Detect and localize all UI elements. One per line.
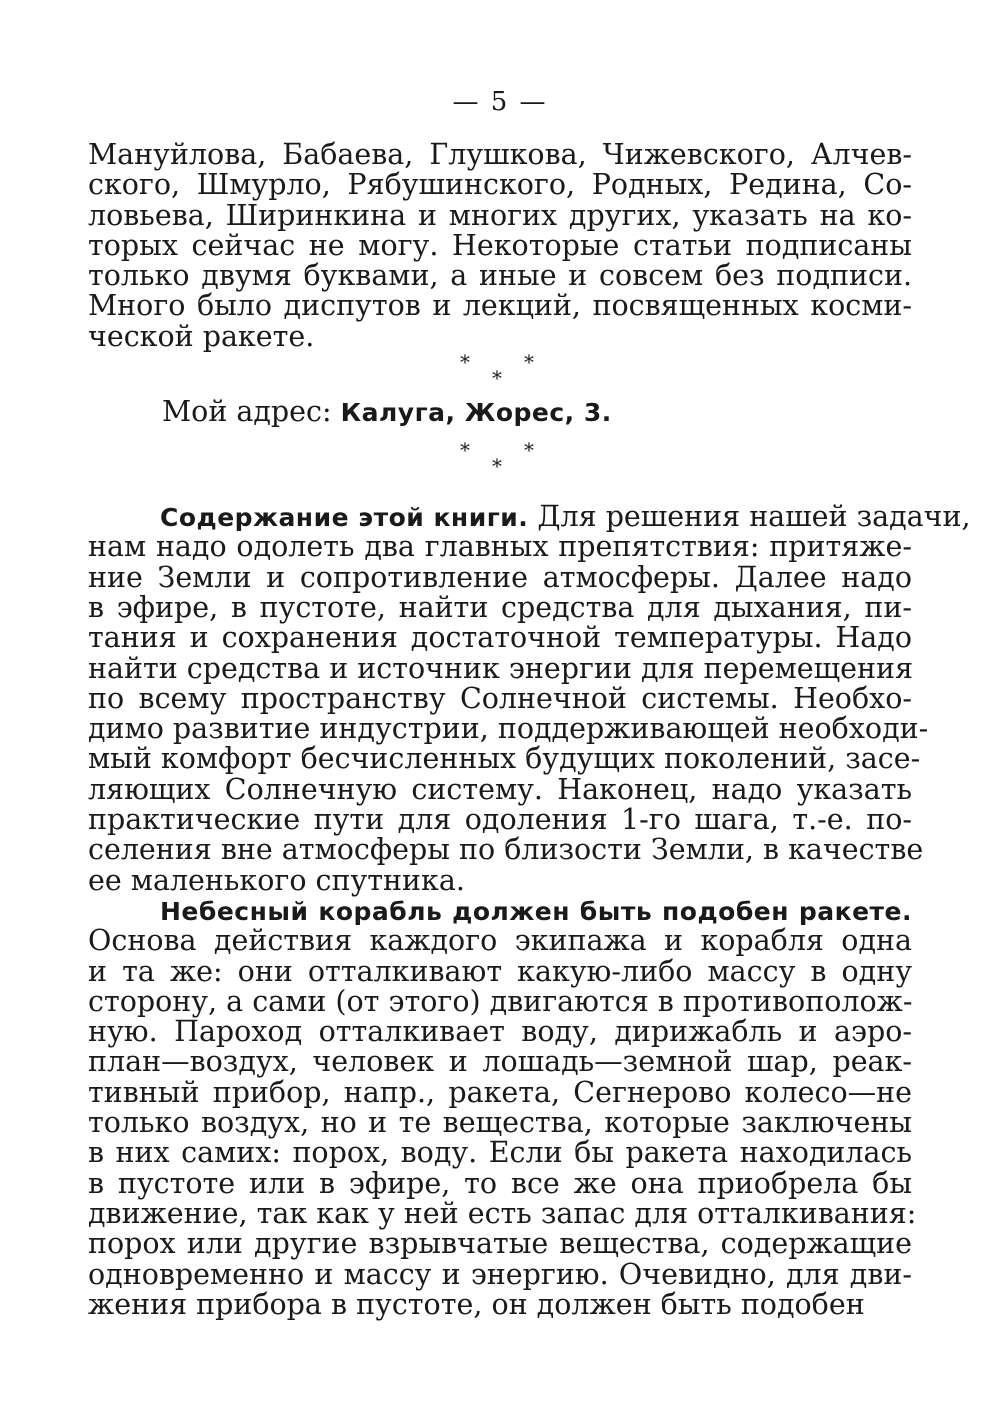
text-line: ского, Шмурло, Рябушинского, Родных, Редина, Со- [88,168,912,202]
paragraph-1 [88,140,912,352]
asterism-separator [440,440,560,478]
text-line: в них самих: порох, воду. Если бы ракета находилась [88,1136,912,1170]
text-line: тания и сохранения достаточной температуры. Надо [88,621,912,655]
text-line: в пустоте или в эфире, то все же она приобрела бы [88,1166,912,1200]
text-line: димо развитие индустрии, поддерживающей необходи- [88,712,929,746]
address-line [88,394,912,430]
text-line: одновременно и массу и энергию. Очевидно, для дви- [88,1257,912,1291]
text-line: практические пути для одоления 1-го шага, т.-е. по- [88,803,912,837]
text-line: и та же: они отталкивают какую-либо массу в одну [88,954,912,988]
text-line: ную. Пароход отталкивает воду, дирижабль и аэро- [88,1015,912,1049]
asterisk: * [524,350,534,375]
text-line: ловьева, Ширинкина и многих других, указать на ко- [88,198,912,232]
text-line: в эфире, в пустоте, найти средства для дыхания, пи- [88,590,912,624]
text-line: ние Земли и сопротивление атмосферы. Далее надо [88,560,912,594]
text-line: движение, так как у ней есть запас для отталкивания: [88,1196,917,1230]
text-line: торых сейчас не могу. Некоторые статьи подписаны [88,228,912,262]
text-line: ляющих Солнечную систему. Наконец, надо указать [88,772,912,806]
text-line: Мануйлова, Бабаева, Глушкова, Чижевского, Алчев- [88,138,912,171]
asterisk: * [492,454,502,479]
text-line [88,896,912,926]
text-line: Основа действия каждого экипажа и корабля одна [88,924,912,958]
text-line: только воздух, но и те вещества, которые заключены [88,1106,912,1140]
address-value: Калуга, Жорес, 3. [340,398,612,428]
text-line: по всему пространству Солнечной системы. Необхо- [88,681,912,715]
page-number: — 5 — [452,87,548,117]
asterisk: * [524,438,534,463]
text-line: только двумя буквами, а иные и совсем без подписи. [88,259,912,293]
text-line: найти средства и источник энергии для перемещения [88,651,913,685]
asterisk: * [460,438,470,463]
asterisk: * [492,366,502,391]
text-line: план—воздух, человек и лошадь—земной шар, реак- [88,1045,912,1079]
text-line: сторону, а сами (от этого) двигаются в противополож- [88,984,913,1018]
text-line: селения вне атмосферы по близости Земли, в качестве [88,833,924,867]
address-label: Мой адрес: [162,395,332,429]
text-line: тивный прибор, напр., ракета, Сегнерово колесо—не [88,1075,912,1109]
text-line: нам надо одолеть два главных препятствия: притяже- [88,530,912,564]
text-line [88,500,971,534]
text-line: мый комфорт бесчисленных будущих поколений, засе- [88,742,921,776]
paragraph-2 [88,500,971,897]
paragraph-3 [88,896,917,1321]
text-line: порох или другие взрывчатые вещества, содержащие [88,1227,912,1261]
text-line: жения прибора в пустоте, он должен быть подобен [88,1287,865,1321]
text-line: ческой ракете. [88,319,315,353]
text-line: ее маленького спутника. [88,863,465,897]
asterisk: * [460,350,470,375]
section-heading: Небесный корабль должен быть подобен ракете. [160,896,912,926]
section-heading: Содержание этой книги. [160,503,529,533]
text-line: Много было диспутов и лекций, посвященных косми- [88,289,912,323]
asterism-separator [440,352,560,390]
text-fragment: Для решения нашей задачи, [537,500,971,534]
